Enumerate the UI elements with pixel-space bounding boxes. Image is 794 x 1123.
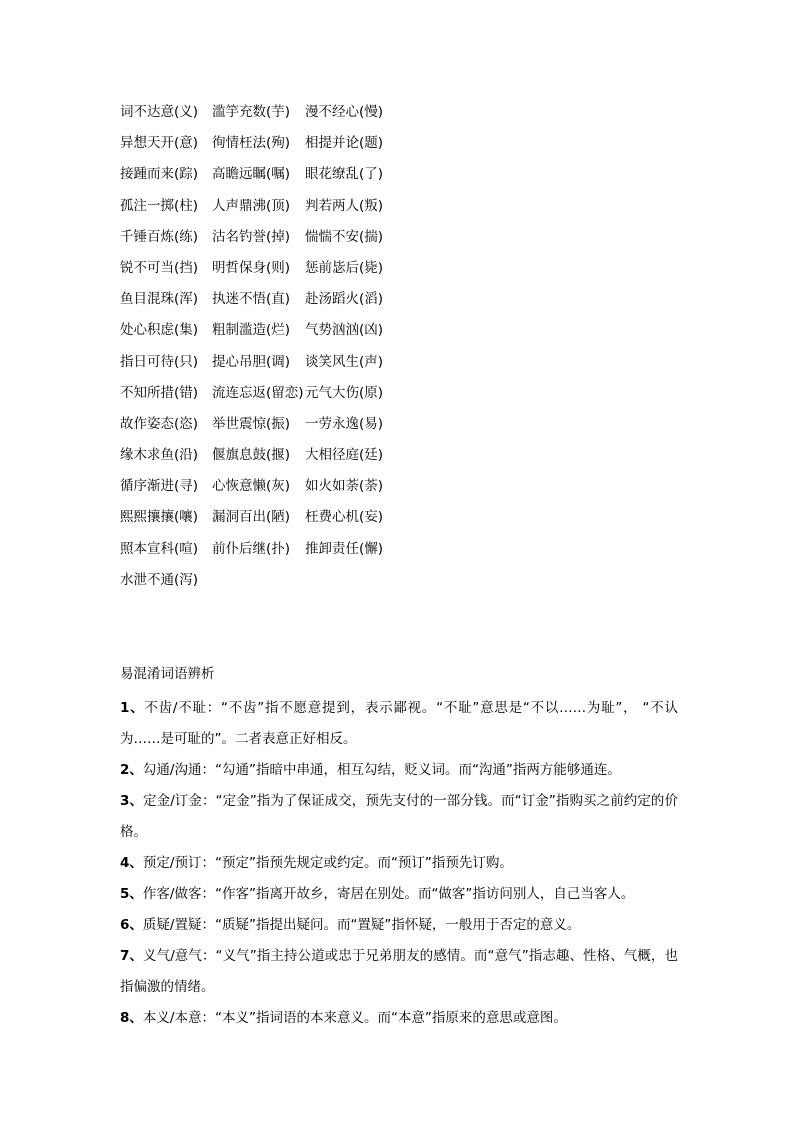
idiom-item: 照本宣科(喧) [120,540,199,557]
idiom-item: 熙熙攘攘(嚷) [120,509,199,526]
idiom-row [120,101,720,132]
idiom-item: 惩前毖后(毙) [305,259,384,276]
idiom-item: 大相径庭(廷) [305,447,384,464]
idiom-item: 缘木求鱼(沿) [120,447,199,464]
idiom-item: 推卸责任(懈) [305,540,384,557]
idiom-item: 前仆后继(扑) [212,540,291,557]
section-title: 易混淆词语辨析 [120,666,215,682]
note-number: 2、 [120,762,143,778]
idiom-item: 执迷不悟(直) [212,291,291,308]
idiom-item: 接踵而来(踪) [120,166,199,183]
idiom-row [120,569,720,600]
note-number: 8、 [120,1010,143,1026]
idiom-item: 惴惴不安(揣) [305,228,384,245]
note-item [120,786,678,848]
idiom-item: 如火如荼(荼) [305,478,384,495]
note-text: 不齿/不耻：“不齿”指不愿意提到，表示鄙视。“不耻”意思是“不以……为耻”， “不认为……是可耻的”。二者表意正好相反。 [120,700,679,747]
idiom-item: 提心吊胆(调) [212,353,291,370]
idiom-item: 举世震惊(振) [212,415,291,432]
idiom-item: 明哲保身(则) [212,259,291,276]
note-text: 预定/预订：“预定”指预先规定或约定。而“预订”指预先订购。 [142,855,513,871]
idiom-item: 判若两人(叛) [305,197,384,214]
idiom-item: 孤注一掷(柱) [120,197,199,214]
idiom-item: 指日可待(只) [120,353,199,370]
idiom-item: 徇情枉法(殉) [212,135,291,152]
idiom-row [120,413,720,444]
idiom-item: 元气大伤(原) [305,384,384,401]
note-text: 义气/意气：“义气”指主持公道或忠于兄弟朋友的感情。而“意气”指志趣、性格、气概，也指偏激的情绪。 [120,948,678,995]
idiom-item: 滥竽充数(芋) [212,104,291,120]
idiom-row [120,226,720,257]
idiom-item: 气势汹汹(凶) [305,322,384,339]
idiom-item: 赴汤蹈火(滔) [305,291,384,308]
idiom-row [120,538,720,569]
idiom-item: 漏洞百出(陋) [212,509,291,526]
note-text: 质疑/置疑：“质疑”指提出疑问。而“置疑”指怀疑，一般用于否定的意义。 [142,917,581,933]
note-item [120,879,678,910]
note-text: 定金/订金：“定金”指为了保证成交，预先支付的一部分钱。而“订金”指购买之前约定的价格。 [120,793,678,840]
note-number: 5、 [120,886,143,902]
idiom-item: 眼花缭乱(了) [305,166,384,183]
idiom-item: 词不达意(义) [120,104,199,120]
idiom-item: 循序渐进(寻) [120,478,199,495]
note-number: 6、 [120,917,143,933]
idiom-item: 沽名钓誉(掉) [212,228,291,245]
notes-list [120,693,678,1034]
note-number: 1、 [120,700,145,716]
idiom-item: 人声鼎沸(顶) [212,197,291,214]
idiom-item: 故作姿态(恣) [120,415,199,432]
idiom-item: 谈笑风生(声) [305,353,384,370]
idiom-item: 水泄不通(泻) [120,571,199,588]
idiom-row [120,132,720,163]
idiom-item: 漫不经心(慢) [305,104,384,120]
idiom-row [120,382,720,413]
idiom-row [120,288,720,319]
idiom-item: 千锤百炼(练) [120,228,199,245]
idiom-row [120,257,720,288]
idiom-item: 粗制滥造(烂) [212,322,291,339]
idiom-row [120,163,720,194]
idiom-item: 流连忘返(留恋) [212,384,304,401]
idiom-item: 异想天开(意) [120,135,199,152]
note-item [120,848,678,879]
idiom-item: 处心积虑(集) [120,322,199,339]
note-number: 4、 [120,855,143,871]
idiom-item: 偃旗息鼓(揠) [212,447,291,464]
note-text: 本义/本意：“本义”指词语的本来意义。而“本意”指原来的意思或意图。 [142,1010,567,1026]
note-number: 3、 [120,793,144,809]
note-item [120,941,678,1003]
idiom-list [120,101,720,600]
idiom-item: 心恢意懒(灰) [212,478,291,495]
note-text: 勾通/沟通：“勾通”指暗中串通，相互勾结，贬义词。而“沟通”指两方能够通连。 [142,762,621,778]
note-text: 作客/做客：“作客”指离开故乡，寄居在别处。而“做客”指访问别人，自己当客人。 [142,886,635,902]
idiom-item: 相提并论(题) [305,135,384,152]
note-item [120,910,678,941]
note-number: 7、 [120,948,144,964]
idiom-item: 枉费心机(妄) [305,509,384,526]
idiom-row [120,444,720,475]
idiom-row [120,475,720,506]
idiom-row [120,319,720,350]
idiom-item: 鱼目混珠(浑) [120,291,199,308]
idiom-item: 一劳永逸(易) [305,415,384,432]
note-item [120,1003,678,1034]
idiom-item: 不知所措(错) [120,384,199,401]
idiom-row [120,351,720,382]
note-item [120,755,678,786]
idiom-row [120,506,720,537]
idiom-row [120,195,720,226]
idiom-item: 锐不可当(挡) [120,259,199,276]
idiom-item: 高瞻远瞩(嘱) [212,166,291,183]
note-item [120,693,678,755]
